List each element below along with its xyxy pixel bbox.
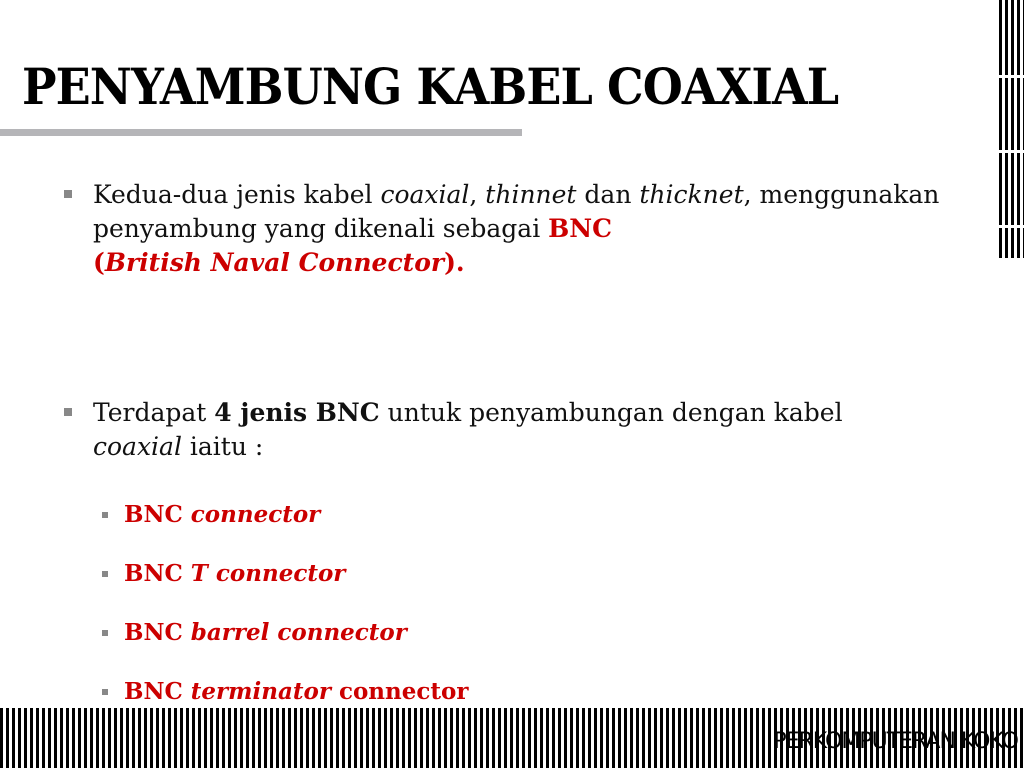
- bullet-bnc-definition: Kedua-dua jenis kabel coaxial, thinnet dan thicknet, menggunakan penyambung yang dikenali sebagai BNC (British Naval Connector).: [93, 178, 983, 280]
- sub-item-bnc-t-connector: BNC T connector: [124, 559, 984, 589]
- square-bullet-icon: [64, 190, 72, 198]
- decorative-stripes-top-right: [999, 0, 1024, 258]
- sub-item-bnc-connector: BNC connector: [124, 500, 984, 530]
- title-underline: [0, 129, 522, 136]
- sub-item-bnc-terminator-connector: BNC terminator connector: [124, 677, 984, 707]
- footer-label: PERKOMPUTERAN KOKO: [773, 729, 1018, 754]
- slide-title: PENYAMBUNG KABEL COAXIAL: [22, 57, 839, 116]
- square-bullet-icon: [102, 630, 108, 636]
- square-bullet-icon: [102, 689, 108, 695]
- square-bullet-icon: [102, 512, 108, 518]
- square-bullet-icon: [102, 571, 108, 577]
- sub-item-bnc-barrel-connector: BNC barrel connector: [124, 618, 984, 648]
- bullet-bnc-types: Terdapat 4 jenis BNC untuk penyambungan dengan kabel coaxial iaitu :: [93, 396, 983, 464]
- square-bullet-icon: [64, 408, 72, 416]
